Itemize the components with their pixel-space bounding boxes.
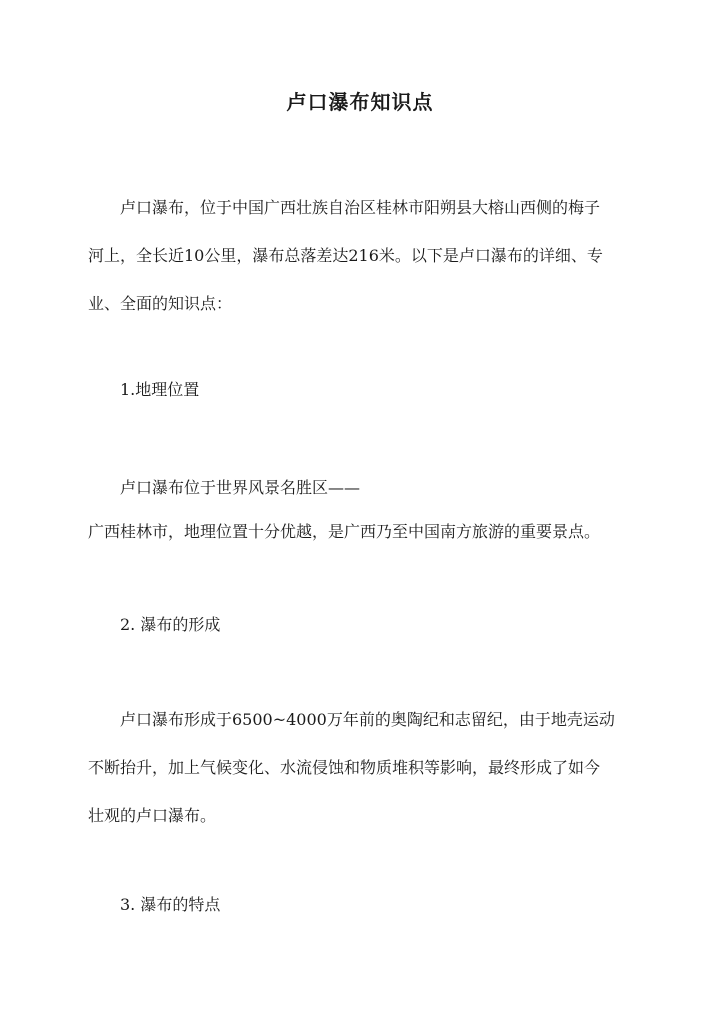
formation-paragraph — [88, 696, 633, 840]
section-heading-formation: 2. 瀑布的形成 — [120, 615, 221, 634]
intro-paragraph — [88, 184, 633, 328]
formation-line: 卢口瀑布形成于6500~4000万年前的奥陶纪和志留纪，由于地壳运动 — [120, 710, 615, 729]
intro-line: 卢口瀑布，位于中国广西壮族自治区桂林市阳朔县大榕山西侧的梅子 — [120, 198, 601, 217]
intro-line: 业、全面的知识点： — [88, 294, 233, 313]
document-title: 卢口瀑布知识点 — [286, 90, 434, 114]
location-line: 卢口瀑布位于世界风景名胜区—— — [120, 478, 361, 497]
formation-line: 不断抬升，加上气候变化、水流侵蚀和物质堆积等影响，最终形成了如今 — [88, 758, 601, 777]
formation-line: 壮观的卢口瀑布。 — [88, 806, 217, 825]
location-line: 广西桂林市，地理位置十分优越，是广西乃至中国南方旅游的重要景点。 — [88, 522, 601, 541]
intro-line: 河上，全长近10公里，瀑布总落差达216米。以下是卢口瀑布的详细、专 — [88, 246, 603, 265]
section-heading-features: 3. 瀑布的特点 — [120, 895, 221, 914]
location-paragraph — [88, 466, 633, 554]
section-heading-location: 1.地理位置 — [120, 380, 200, 399]
